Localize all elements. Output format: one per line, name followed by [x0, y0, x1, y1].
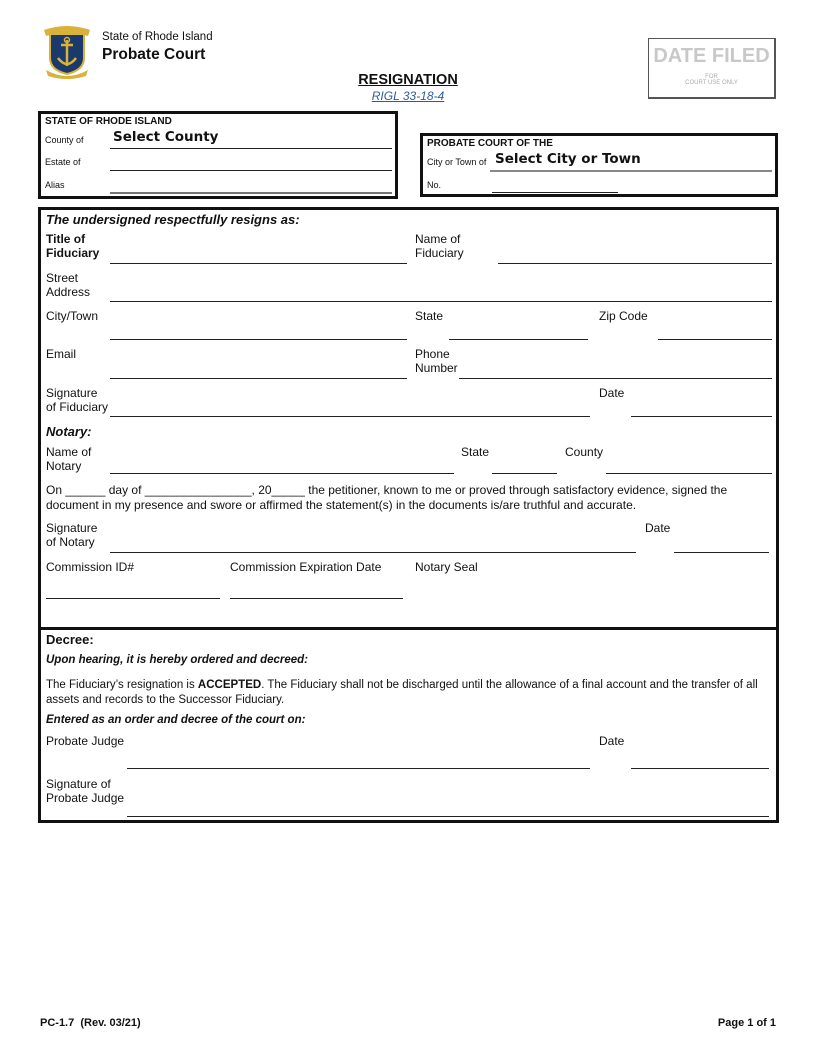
commission-exp-label: Commission Expiration Date [230, 560, 382, 574]
notary-heading: Notary: [46, 424, 92, 439]
state-input[interactable] [449, 339, 588, 340]
estate-input[interactable] [110, 170, 392, 171]
city-town-label: City/Town [46, 309, 99, 323]
notary-state-input[interactable] [492, 473, 557, 474]
phone-input[interactable] [459, 378, 772, 379]
state-label: State [415, 309, 444, 323]
date-filed-title: DATE FILED [653, 45, 770, 67]
notary-sig-label-2: of Notary [46, 535, 95, 549]
zip-label: Zip Code [599, 309, 648, 323]
judge-sig-label-1: Signature of [46, 777, 111, 791]
notary-date-label: Date [645, 521, 671, 535]
notary-name-label-1: Name of [46, 445, 92, 459]
notary-name-label-2: Notary [46, 459, 82, 473]
city-line [490, 170, 772, 172]
notary-name-input[interactable] [110, 473, 454, 474]
case-no-input[interactable] [492, 192, 618, 193]
name-input[interactable] [498, 263, 772, 264]
name-label-2: Fiduciary [415, 246, 464, 260]
caption-court: PROBATE COURT OF THE [427, 138, 553, 149]
decree-ordered: Upon hearing, it is hereby ordered and decreed: [46, 654, 309, 666]
city-label: City or Town of [427, 157, 487, 167]
form-id: PC-1.7 (Rev. 03/21) [40, 1017, 141, 1029]
statute-link[interactable]: RIGL 33-18-4 [371, 89, 445, 103]
county-select[interactable]: Select County [113, 129, 219, 145]
decree-date-label: Date [599, 734, 625, 748]
decree-entered: Entered as an order and decree of the court on: [46, 714, 306, 726]
notary-seal-label: Notary Seal [415, 560, 478, 574]
header-state: State of Rhode Island [102, 31, 213, 43]
city-select[interactable]: Select City or Town [495, 151, 641, 167]
fid-date-input[interactable] [631, 416, 772, 417]
decree-accepted: ACCEPTED [197, 679, 262, 691]
notary-state-label: State [461, 445, 490, 459]
notary-statement: On ______ day of ________________, 20_____ the petitioner, known to me or proved through satisfactory evidence, signed the document in my presence and swore or affirmed the statement(s) in the documents is/are truthful and accurate. [46, 483, 728, 512]
decree-text-a: The Fiduciary’s resignation is [46, 679, 198, 691]
fid-signature-input[interactable] [110, 416, 590, 417]
case-no-label: No. [427, 180, 442, 190]
date-filed-court-use: COURT USE ONLY [685, 80, 738, 86]
page-number: Page 1 of 1 [717, 1017, 776, 1029]
county-line [110, 148, 392, 149]
notary-date-input[interactable] [674, 552, 769, 553]
phone-label-1: Phone [415, 347, 450, 361]
fiduciary-section [38, 207, 779, 630]
commission-exp-input[interactable] [230, 598, 403, 599]
form-title: RESIGNATION [358, 72, 458, 88]
fiduciary-heading: The undersigned respectfully resigns as: [46, 212, 300, 227]
judge-sig-label-2: Probate Judge [46, 791, 125, 805]
street-label-2: Address [46, 285, 91, 299]
county-label: County of [45, 135, 84, 145]
fid-sig-label-1: Signature [46, 386, 98, 400]
decree-text [46, 678, 771, 708]
zip-input[interactable] [658, 339, 772, 340]
date-filed-box [648, 38, 776, 99]
fid-sig-label-2: of Fiduciary [46, 400, 109, 414]
commission-id-input[interactable] [46, 598, 220, 599]
judge-signature-input[interactable] [127, 816, 769, 817]
notary-signature-input[interactable] [110, 552, 636, 553]
state-seal [38, 24, 96, 80]
name-label-1: Name of [415, 232, 461, 246]
estate-label: Estate of [45, 157, 81, 167]
email-input[interactable] [110, 378, 407, 379]
title-input[interactable] [110, 263, 407, 264]
fid-date-label: Date [599, 386, 625, 400]
seal-anchor-icon [38, 24, 96, 80]
notary-county-input[interactable] [606, 473, 772, 474]
title-label-1: Title of [46, 232, 86, 246]
header-court: Probate Court [102, 46, 206, 63]
title-label-2: Fiduciary [46, 246, 100, 260]
alias-label: Alias [45, 180, 65, 190]
date-filed-for: FOR [705, 74, 718, 80]
notary-county-label: County [565, 445, 604, 459]
phone-label-2: Number [415, 361, 458, 375]
street-input[interactable] [110, 301, 772, 302]
notary-sig-label-1: Signature [46, 521, 98, 535]
email-label: Email [46, 347, 77, 361]
alias-input[interactable] [110, 192, 392, 194]
decree-text-b: . The Fiduciary shall not be discharged until the allowance of a final account and the transfer of all assets and records to the Successor Fiduciary. [46, 679, 758, 706]
decree-heading: Decree: [46, 632, 94, 647]
commission-id-label: Commission ID# [46, 560, 135, 574]
city-town-input[interactable] [110, 339, 407, 340]
judge-input[interactable] [127, 768, 590, 769]
decree-date-input[interactable] [631, 768, 769, 769]
judge-label: Probate Judge [46, 734, 125, 748]
street-label-1: Street [46, 271, 79, 285]
caption-state: STATE OF RHODE ISLAND [45, 116, 172, 127]
